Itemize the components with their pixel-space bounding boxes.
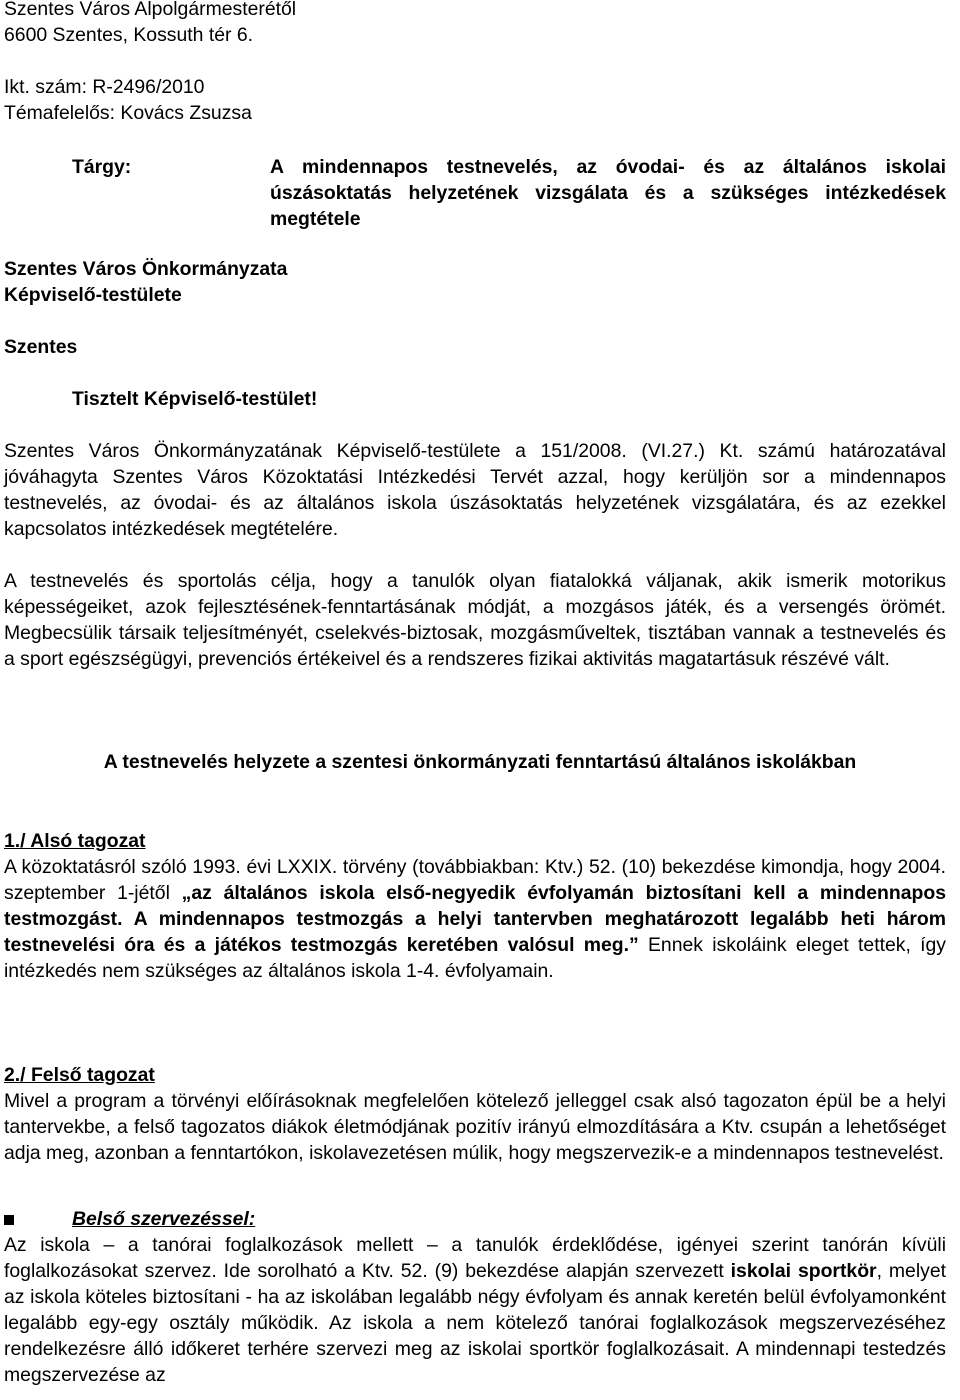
section1-text-a: A közoktatásról szóló 1993. évi LXXIX. törvény (továbbiakban: Ktv.) 52. (10) bekezdése kimondja, hogy 2004. szeptember 1-jétől <box>4 856 946 904</box>
subject-label: Tárgy: <box>72 156 132 178</box>
section1-bold-quote: „az általános iskola első-negyedik évfolyamán biztosítani kell a mindennapos testmozgást. A mindennapos testmozgás a helyi tantervben meghatározott legalább heti három testnevelési óra és a játékos testmozgás keretében valósul meg.” <box>4 882 946 956</box>
bullet1-text-b: , melyet az iskola köteles biztosítani - ha az iskolában legalább négy évfolyam és annak keretén belül évfolyamonként legalább egy-egy osztály működik. Az iskola a nem kötelező tanórai foglalkozások megszervezéséhez rendelkezésre álló időkeret terhére szervezi meg az iskolai sportkör foglalkozásait. A mindennapi testedzés megszervezése az <box>4 1260 946 1386</box>
section1-text-b: Ennek iskoláink eleget tettek, így intézkedés nem szükséges az általános iskola 1-4. évfolyamain. <box>4 934 946 982</box>
bullet1-paragraph <box>4 1232 946 1400</box>
section-title: A testnevelés helyzete a szentesi önkormányzati fenntartású általános iskolákban <box>103 751 857 773</box>
goal-paragraph: A testnevelés és sportolás célja, hogy a tanulók olyan fiatalokká váljanak, akik ismerik motorikus képességeiket, azok fejlesztésének-fenntartásának módját, a mozgásos játék, és a versengés örömét. Megbecsülik társaik teljesítményét, cselekvés-biztosak, mozgásműveltek, tisztában vannak a testnevelés és a sport egészségügyi, prevenciós értékeivel és a rendszeres fizikai aktivitás magatartásuk részévé vált. <box>4 570 946 670</box>
bullet1-heading: Belső szervezéssel: <box>72 1208 256 1230</box>
addressee-line2: Képviselő-testülete <box>4 284 182 306</box>
addressee-city: Szentes <box>4 336 78 358</box>
subject-text: A mindennapos testnevelés, az óvodai- és az általános iskolai úszásoktatás helyzetének vizsgálata és a szükséges intézkedések megtétele <box>270 156 946 230</box>
salutation: Tisztelt Képviselő-testület! <box>72 388 318 410</box>
addressee-line1: Szentes Város Önkormányzata <box>4 258 288 280</box>
section1-paragraph <box>4 854 946 984</box>
subject-block <box>72 154 946 232</box>
section1-heading: 1./ Alsó tagozat <box>4 830 146 852</box>
sender-name: Szentes Város Alpolgármesterétől <box>4 0 297 20</box>
responsible-person: Témafelelős: Kovács Zsuzsa <box>4 102 252 124</box>
bullet-square-icon <box>4 1215 14 1225</box>
section2-paragraph: Mivel a program a törvényi előírásoknak megfelelően kötelező jelleggel csak alsó tagozaton épül be a helyi tantervekbe, a felső tagozatos diákok életmódjának pozitív irányú elmozdítására a Ktv. csupán a lehetőséget adja meg, azonban a fenntartókon, iskolavezetésen múlik, hogy megszervezik-e a mindennapos testnevelést. <box>4 1090 946 1164</box>
sender-address: 6600 Szentes, Kossuth tér 6. <box>4 24 254 46</box>
file-number: Ikt. szám: R-2496/2010 <box>4 76 205 98</box>
section2-heading: 2./ Felső tagozat <box>4 1064 155 1086</box>
intro-paragraph: Szentes Város Önkormányzatának Képviselő-testülete a 151/2008. (VI.27.) Kt. számú határozatával jóváhagyta Szentes Város Közoktatási Intézkedési Tervét azzal, hogy kerüljön sor a mindennapos testnevelés, az óvodai- és az általános iskola úszásoktatás helyzetének vizsgálatára, és az ezekkel kapcsolatos intézkedések megtételére. <box>4 440 946 540</box>
bullet1-bold: iskolai sportkör <box>730 1260 877 1282</box>
bullet1-text-a: Az iskola – a tanórai foglalkozások mellett – a tanulók érdeklődése, igényei szerint tanórán kívüli foglalkozásokat szervez. Ide sorolható a Ktv. 52. (9) bekezdése alapján szervezett <box>4 1234 946 1282</box>
